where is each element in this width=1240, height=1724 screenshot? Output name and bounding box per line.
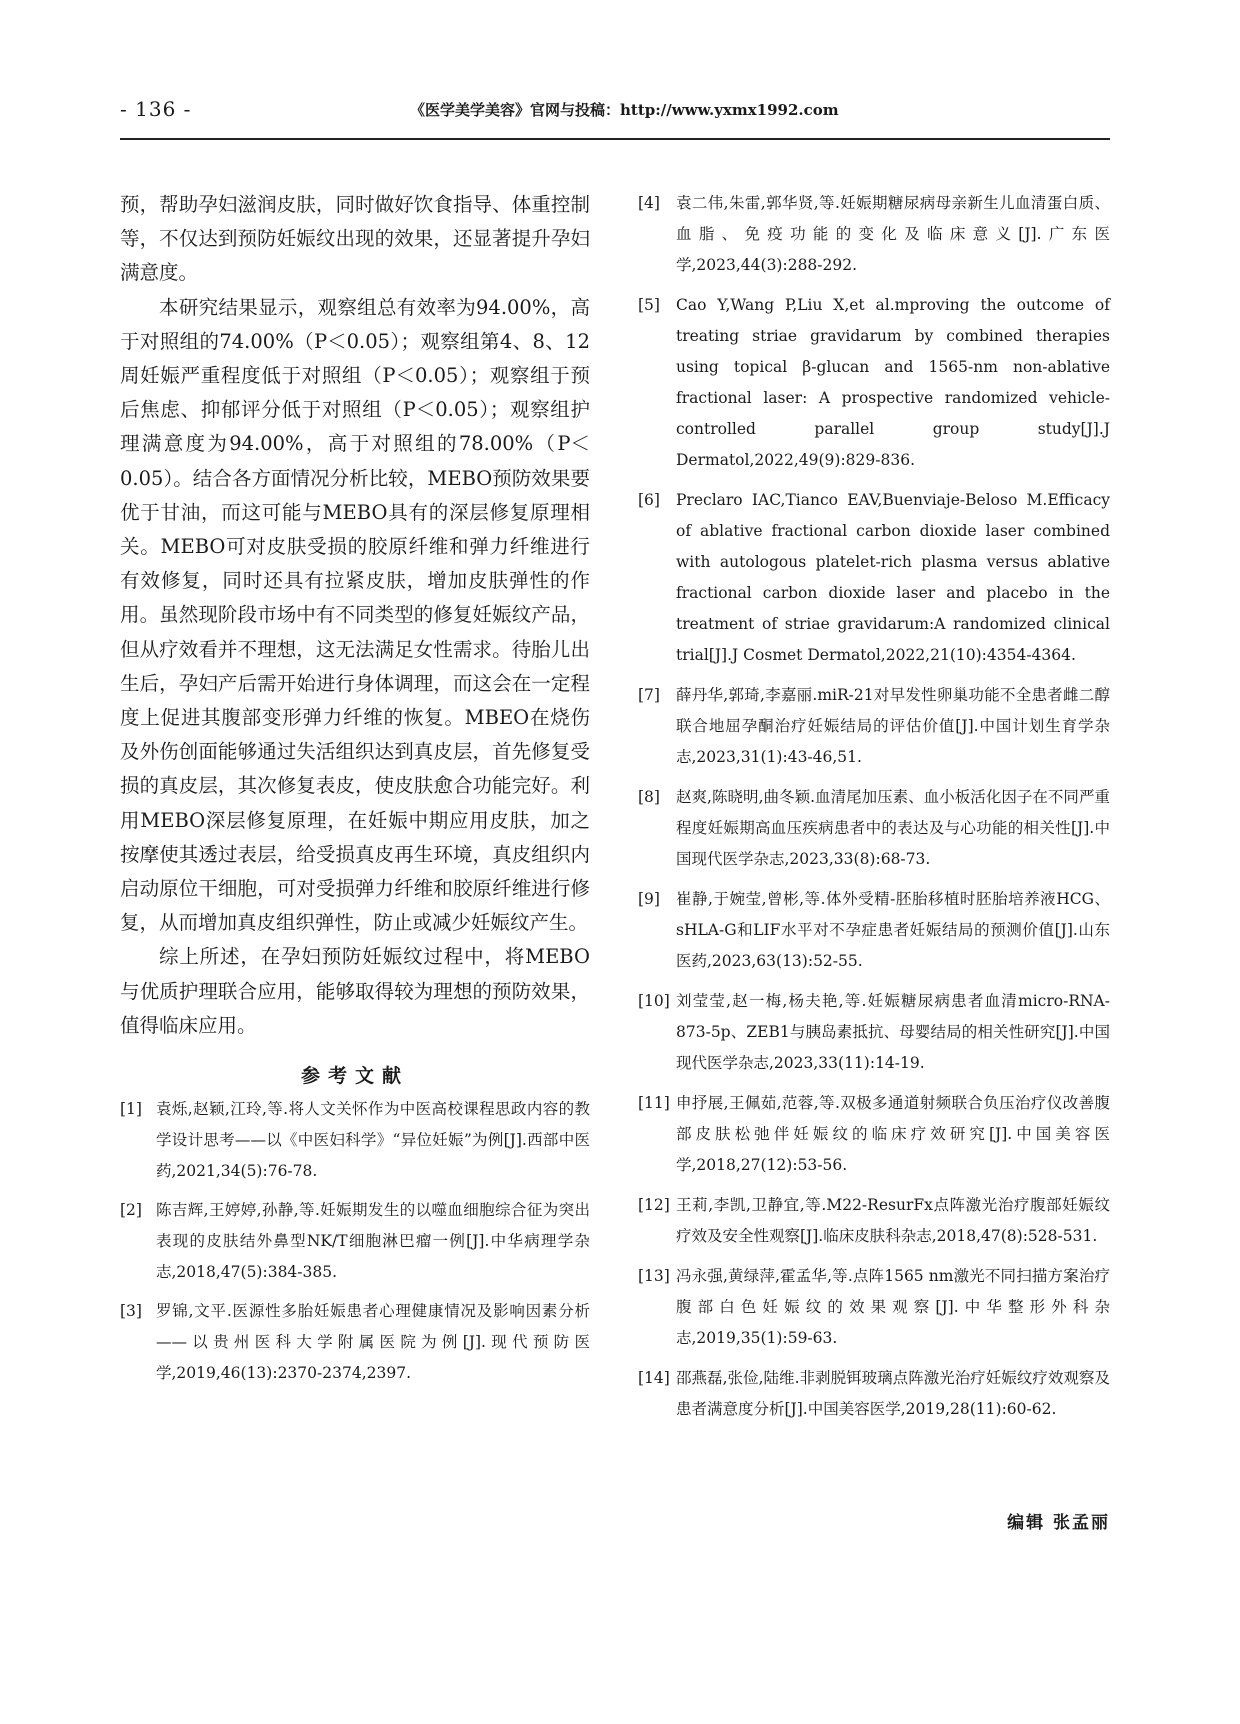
reference-text: 薛丹华,郭琦,李嘉丽.miR-21对早发性卵巢功能不全患者雌二醇联合地屈孕酮治疗妊娠结局的评估价值[J].中国计划生育学杂志,2023,31(1):43-46,51. bbox=[676, 686, 1110, 766]
page-header bbox=[120, 95, 1110, 135]
reference-number: [9] bbox=[638, 890, 660, 908]
right-column bbox=[638, 188, 1110, 1434]
reference-item bbox=[638, 188, 1110, 281]
reference-number: [6] bbox=[638, 491, 660, 509]
journal-website-line: 《医学美学美容》官网与投稿：http://www.yxmx1992.com bbox=[410, 101, 839, 119]
reference-item bbox=[638, 884, 1110, 977]
reference-item bbox=[638, 986, 1110, 1079]
reference-text: 赵爽,陈晓明,曲冬颖.血清尾加压素、血小板活化因子在不同严重程度妊娠期高血压疾病患者中的表达及与心功能的相关性[J].中国现代医学杂志,2023,33(8):68-73. bbox=[676, 788, 1110, 868]
header-rule bbox=[120, 138, 1110, 140]
reference-text: 陈吉辉,王婷婷,孙静,等.妊娠期发生的以噬血细胞综合征为突出表现的皮肤结外鼻型NK/T细胞淋巴瘤一例[J].中华病理学杂志,2018,47(5):384-385. bbox=[156, 1201, 590, 1282]
reference-item bbox=[638, 1363, 1110, 1425]
reference-number: [13] bbox=[638, 1267, 670, 1285]
editor-credit: 编辑 张孟丽 bbox=[1007, 1513, 1110, 1533]
reference-text: 刘莹莹,赵一梅,杨夫艳,等.妊娠糖尿病患者血清micro-RNA-873-5p、ZEB1与胰岛素抵抗、母婴结局的相关性研究[J].中国现代医学杂志,2023,33(11):14-19. bbox=[676, 992, 1110, 1072]
reference-number: [11] bbox=[638, 1094, 670, 1112]
reference-number: [3] bbox=[120, 1302, 142, 1321]
reference-text: 袁烁,赵颖,江玲,等.将人文关怀作为中医高校课程思政内容的教学设计思考——以《中医妇科学》“异位妊娠”为例[J].西部中医药,2021,34(5):76-78. bbox=[156, 1100, 590, 1181]
reference-item bbox=[120, 1195, 590, 1288]
reference-text: 王莉,李凯,卫静宜,等.M22-ResurFx点阵激光治疗腹部妊娠纹疗效及安全性观察[J].临床皮肤科杂志,2018,47(8):528-531. bbox=[676, 1196, 1110, 1245]
reference-item bbox=[638, 290, 1110, 476]
reference-item bbox=[638, 782, 1110, 875]
reference-number: [14] bbox=[638, 1369, 670, 1387]
reference-number: [10] bbox=[638, 992, 670, 1010]
reference-item bbox=[120, 1296, 590, 1389]
body-paragraph: 本研究结果显示，观察组总有效率为94.00%，高于对照组的74.00%（P＜0.05）；观察组第4、8、12周妊娠严重程度低于对照组（P＜0.05）；观察组于预后焦虑、抑郁评分低于对照组（P＜0.05）；观察组护理满意度为94.00%，高于对照组的78.00%（P＜0.05）。结合各方面情况分析比较，MEBO预防效果要优于甘油，而这可能与MEBO具有的深层修复原理相关。MEBO可对皮肤受损的胶原纤维和弹力纤维进行有效修复，同时还具有拉紧皮肤，增加皮肤弹性的作用。虽然现阶段市场中有不同类型的修复妊娠纹产品，但从疗效看并不理想，这无法满足女性需求。待胎儿出生后，孕妇产后需开始进行身体调理，而这会在一定程度上促进其腹部变形弹力纤维的恢复。MBEO在烧伤及外伤创面能够通过失活组织达到真皮层，首先修复受损的真皮层，其次修复表皮，使皮肤愈合功能完好。利用MEBO深层修复原理，在妊娠中期应用皮肤，加之按摩使其透过表层，给受损真皮再生环境，真皮组织内启动原位干细胞，可对受损弹力纤维和胶原纤维进行修复，从而增加真皮组织弹性，防止或减少妊娠纹产生。 bbox=[120, 295, 590, 935]
reference-item bbox=[638, 680, 1110, 773]
reference-text: 崔静,于婉莹,曾彬,等.体外受精-胚胎移植时胚胎培养液HCG、sHLA-G和LIF水平对不孕症患者妊娠结局的预测价值[J].山东医药,2023,63(13):52-55. bbox=[676, 890, 1110, 970]
page-number: - 136 - bbox=[120, 97, 192, 121]
reference-text: 冯永强,黄绿萍,霍孟华,等.点阵1565 nm激光不同扫描方案治疗腹部白色妊娠纹的效果观察[J].中华整形外科杂志,2019,35(1):59-63. bbox=[676, 1267, 1110, 1347]
reference-number: [12] bbox=[638, 1196, 670, 1214]
references-heading: 参考文献 bbox=[300, 1065, 409, 1088]
reference-number: [4] bbox=[638, 194, 660, 212]
reference-number: [5] bbox=[638, 296, 660, 314]
reference-text: 邵燕磊,张俭,陆维.非剥脱铒玻璃点阵激光治疗妊娠纹疗效观察及患者满意度分析[J].中国美容医学,2019,28(11):60-62. bbox=[676, 1369, 1110, 1418]
reference-item bbox=[638, 1190, 1110, 1252]
reference-text: Preclaro IAC,Tianco EAV,Buenviaje-Beloso M.Efficacy of ablative fractional carbon dioxide laser combined with autologous platelet-rich plasma versus ablative fractional carbon dioxide laser and placebo in the treatment of striae gravidarum:A randomized clinical trial[J].J Cosmet Dermatol,2022,21(10):4354-4364. bbox=[676, 491, 1110, 664]
body-paragraph: 综上所述，在孕妇预防妊娠纹过程中，将MEBO与优质护理联合应用，能够取得较为理想的预防效果，值得临床应用。 bbox=[120, 945, 590, 1037]
body-paragraph: 预，帮助孕妇滋润皮肤，同时做好饮食指导、体重控制等，不仅达到预防妊娠纹出现的效果，还显著提升孕妇满意度。 bbox=[120, 193, 590, 285]
reference-item bbox=[638, 1261, 1110, 1354]
reference-number: [7] bbox=[638, 686, 660, 704]
reference-text: 袁二伟,朱雷,郭华贤,等.妊娠期糖尿病母亲新生儿血清蛋白质、血脂、免疫功能的变化及临床意义[J].广东医学,2023,44(3):288-292. bbox=[676, 194, 1110, 274]
left-column bbox=[120, 188, 590, 1397]
reference-number: [1] bbox=[120, 1100, 142, 1119]
reference-text: 申抒展,王佩茹,范蓉,等.双极多通道射频联合负压治疗仪改善腹部皮肤松弛伴妊娠纹的临床疗效研究[J].中国美容医学,2018,27(12):53-56. bbox=[676, 1094, 1110, 1174]
reference-text: 罗锦,文平.医源性多胎妊娠患者心理健康情况及影响因素分析——以贵州医科大学附属医院为例[J].现代预防医学,2019,46(13):2370-2374,2397. bbox=[156, 1302, 590, 1383]
reference-text: Cao Y,Wang P,Liu X,et al.mproving the outcome of treating striae gravidarum by combined therapies using topical β-glucan and 1565-nm non-ablative fractional laser: A prospective randomized vehicle-controlled parallel group study[J].J Dermatol,2022,49(9):829-836. bbox=[676, 296, 1110, 469]
reference-item bbox=[638, 485, 1110, 671]
reference-item bbox=[638, 1088, 1110, 1181]
reference-number: [2] bbox=[120, 1201, 142, 1220]
reference-number: [8] bbox=[638, 788, 660, 806]
reference-item bbox=[120, 1094, 590, 1187]
